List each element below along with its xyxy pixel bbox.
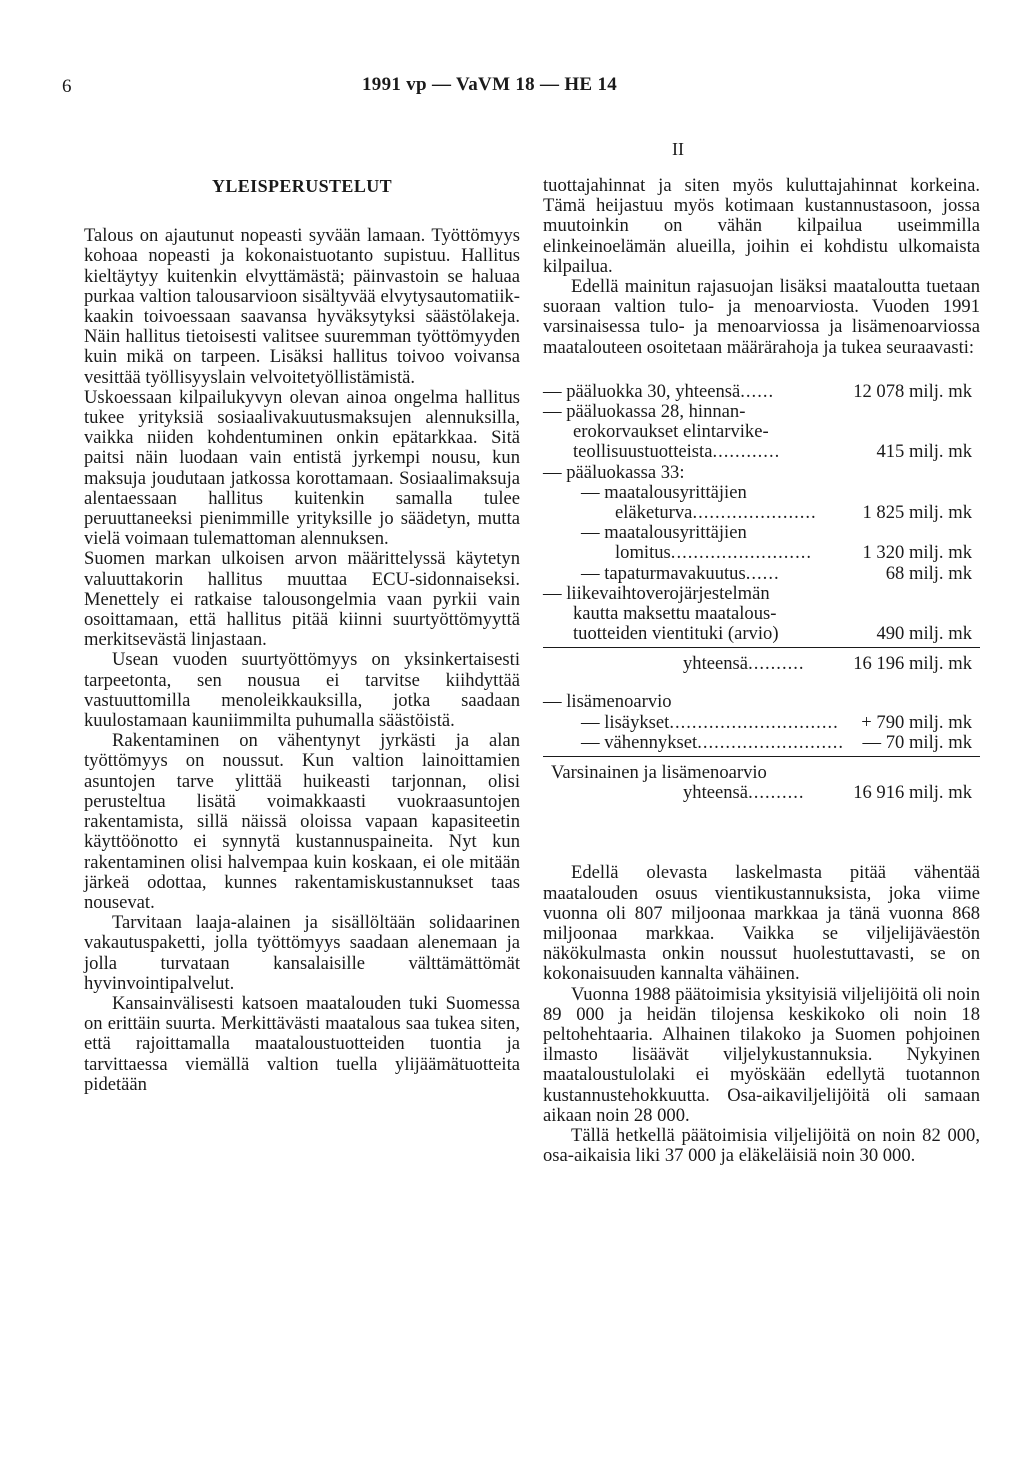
budget-row bbox=[543, 442, 980, 462]
budget-label: eläketurva...................... bbox=[615, 501, 817, 523]
section-numeral: II bbox=[672, 139, 684, 159]
sum-rule bbox=[543, 756, 980, 757]
left-column bbox=[84, 176, 520, 1095]
budget-label: — pääluokassa 33: bbox=[543, 461, 685, 483]
paragraph: Edellä olevasta laskelmasta pitää vähentää maatalouden osuus vientikustannuksista, joka viime vuonna oli 807 miljoonaa markkaa ja tänä vuonna 868 miljoonaa markkaa. Vaikka se viljelijäväestön näkökulmasta onkin noussut huolestuttavasti, se on kokonaisuuden kannalta vähäinen. bbox=[543, 862, 980, 985]
budget-label: — pääluokassa 28, hinnan- bbox=[543, 401, 746, 423]
budget-amount: 12 078 milj. mk bbox=[853, 380, 972, 402]
budget-label: Varsinainen ja lisämenoarvio bbox=[551, 762, 767, 784]
budget-amount: 1 320 milj. mk bbox=[862, 542, 972, 564]
budget-amount: 16 196 milj. mk bbox=[853, 653, 972, 675]
budget-label: — pääluokka 30, yhteensä...... bbox=[543, 380, 775, 402]
budget-grand-total-row bbox=[543, 783, 980, 803]
paragraph: Uskoessaan kilpailukyvyn olevan ainoa ongelma hallitus tukee yrityksiä sosiaalivakuutusmaksujen alennuksilla, vaikka niiden kohdentuminen onkin epätarkkaa. Sitä paitsi näin luodaan vain entistä jyrkempi nousu, kun maksuja joudutaan jatkossa korottamaan. Sosiaalimaksuja alentaessaan hallitus kuitenkin samalla tulee peruuttaneeksi pienimmille yrityksille jo säädetyn, mutta vielä voimaan tulemattoman alennuksen. bbox=[84, 386, 520, 550]
running-head: 1991 vp — VaVM 18 — HE 14 bbox=[362, 74, 618, 95]
budget-row bbox=[543, 604, 980, 624]
budget-row bbox=[543, 402, 980, 422]
right-column bbox=[543, 176, 980, 1166]
budget-amount: + 790 milj. mk bbox=[861, 711, 972, 733]
paragraph: Rakentaminen on vähentynyt jyrkästi ja alan työttömyys on noussut. Kun valtion lainoittamien asuntojen tarve ylittää huikeasti tarjonnan, olisi perusteltua lisätä voimakkaasti vuokraasuntojen rakentamista, sillä näissä oloissa vapaan kapasiteetin käyttöönotto ei synnytä kustannuspaineita. Nyt kun rakentaminen olisi halvempaa kuin koskaan, ei ole mitään järkeä odottaa, kunnes rakentamiskustannukset taas nousevat. bbox=[84, 730, 520, 913]
page-number: 6 bbox=[62, 76, 72, 97]
paragraph: Usean vuoden suurtyöttömyys on yksinkertaisesti tarpeetonta, sen nousua ei tarvitse kiihdyttää vastuuttomilla menoleikkauksilla, jotka saadaan kuulostamaan kauniimmilta puhumalla säästöistä. bbox=[84, 649, 520, 732]
budget-amount: — 70 milj. mk bbox=[862, 731, 972, 753]
budget-row bbox=[543, 564, 980, 584]
budget-label: tuotteiden vientituki (arvio) bbox=[573, 623, 779, 645]
budget-row bbox=[543, 543, 980, 563]
budget-row bbox=[543, 733, 980, 753]
budget-row bbox=[543, 763, 980, 783]
budget-row bbox=[543, 523, 980, 543]
budget-row bbox=[543, 503, 980, 523]
paragraph: Tällä hetkellä päätoimisia viljelijöitä on noin 82 000, osa-aikaisia liki 37 000 ja eläkeläisiä noin 30 000. bbox=[543, 1125, 980, 1167]
budget-label: — lisäykset.............................. bbox=[581, 711, 839, 733]
budget-label: — lisämenoarvio bbox=[543, 691, 672, 713]
budget-label: — maatalousyrittäjien bbox=[581, 481, 747, 503]
budget-label: erokorvaukset elintarvike- bbox=[573, 421, 769, 443]
budget-amount: 490 milj. mk bbox=[876, 623, 972, 645]
paragraph: tuottajahinnat ja siten myös kuluttajahinnat korkeina. Tämä heijastuu myös kotimaan kustannustasoon, jossa muutoinkin on vähän kilpailua useimmilla elinkeinoelämän alueilla, joihin ei kohdistu ulkomaista kilpailua. bbox=[543, 175, 980, 277]
budget-row bbox=[543, 624, 980, 644]
budget-table bbox=[543, 382, 980, 804]
sum-rule bbox=[543, 647, 980, 648]
budget-label: — vähennykset.......................... bbox=[581, 731, 845, 753]
budget-label: teollisuustuotteista............ bbox=[573, 441, 781, 463]
budget-label: — maatalousyrittäjien bbox=[581, 522, 747, 544]
section-heading: YLEISPERUSTELUT bbox=[211, 176, 393, 196]
budget-row bbox=[543, 483, 980, 503]
budget-row bbox=[543, 584, 980, 604]
paragraph: Vuonna 1988 päätoimisia yksityisiä viljelijöitä oli noin 89 000 ja heidän tilojensa keskikoko oli noin 18 peltohehtaaria. Alhainen tilakoko ja Suomen pohjoinen ilmasto lisäävät viljelykustannuksia. Nykyinen maataloustulolaki ei myöskään edellytä tuotannon kustannustehokkuutta. Osa-aikaviljelijöitä oli samaan aikaan noin 28 000. bbox=[543, 983, 980, 1126]
budget-total-row bbox=[543, 654, 980, 674]
paragraph: Talous on ajautunut nopeasti syvään lamaan. Työttömyys kohoaa nopeasti ja kokonaistuotanto supistuu. Hallitus kieltäytyy kuitenkin elvyttämästä; päinvastoin se haluaa purkaa valtion talousarvioon sisältyvää elvytysautomatiikkaakin toivoessaan saavansa hyväksytyksi säästölakeja. Näin hallitus tietoisesti valitsee suuremman työttömyyden kuin mikä on tarpeen. Lisäksi hallitus toivoo voivansa vesittää työllisyyslain velvoitetyöllistämistä. bbox=[84, 225, 520, 388]
budget-row bbox=[543, 692, 980, 712]
budget-row bbox=[543, 422, 980, 442]
budget-row bbox=[543, 463, 980, 483]
paragraph: Tarvitaan laaja-alainen ja sisällöltään solidaarinen vakautuspaketti, jolla työttömyys saadaan alenemaan ja jolla turvataan kansalaisille välttämättömät hyvinvointipalvelut. bbox=[84, 912, 520, 994]
budget-row bbox=[543, 713, 980, 733]
budget-amount: 1 825 milj. mk bbox=[862, 501, 972, 523]
paragraph: Kansainvälisesti katsoen maatalouden tuki Suomessa on erittäin suurta. Merkittävästi maatalous saa tukea siten, että rajoittamalla maataloustuotteiden tuontia ja tarvittaessa viemällä valtion tuella ylijäämätuotteita pidetään bbox=[84, 992, 520, 1095]
budget-label: yhteensä.......... bbox=[683, 782, 805, 804]
paragraph: Suomen markan ulkoisen arvon määrittelyssä käytetyn valuuttakorin hallitus muuttaa ECU-sidonnaiseksi. Menettely ei ratkaise talousongelmia vaan pyrkii vain osoittamaan, että hallitus pitää kiinni suurtyöttömyyttä merkitsevästä linjastaan. bbox=[84, 548, 520, 651]
budget-amount: 415 milj. mk bbox=[876, 441, 972, 463]
budget-amount: 16 916 milj. mk bbox=[853, 782, 972, 804]
budget-row bbox=[543, 382, 980, 402]
budget-label: — tapaturmavakuutus...... bbox=[581, 562, 780, 584]
budget-label: yhteensä.......... bbox=[683, 653, 805, 675]
budget-label: — liikevaihtoverojärjestelmän bbox=[543, 582, 770, 604]
paragraph: Edellä mainitun rajasuojan lisäksi maataloutta tuetaan suoraan valtion tulo- ja menoarviosta. Vuoden 1991 varsinaisessa tulo- ja menoarviossa ja lisämenoarviossa maatalouteen osoitetaan määrärahoja ja tukea seuraavasti: bbox=[543, 276, 980, 358]
budget-amount: 68 milj. mk bbox=[885, 562, 972, 584]
budget-label: lomitus......................... bbox=[615, 542, 813, 564]
budget-label: kautta maksettu maatalous- bbox=[573, 602, 777, 624]
